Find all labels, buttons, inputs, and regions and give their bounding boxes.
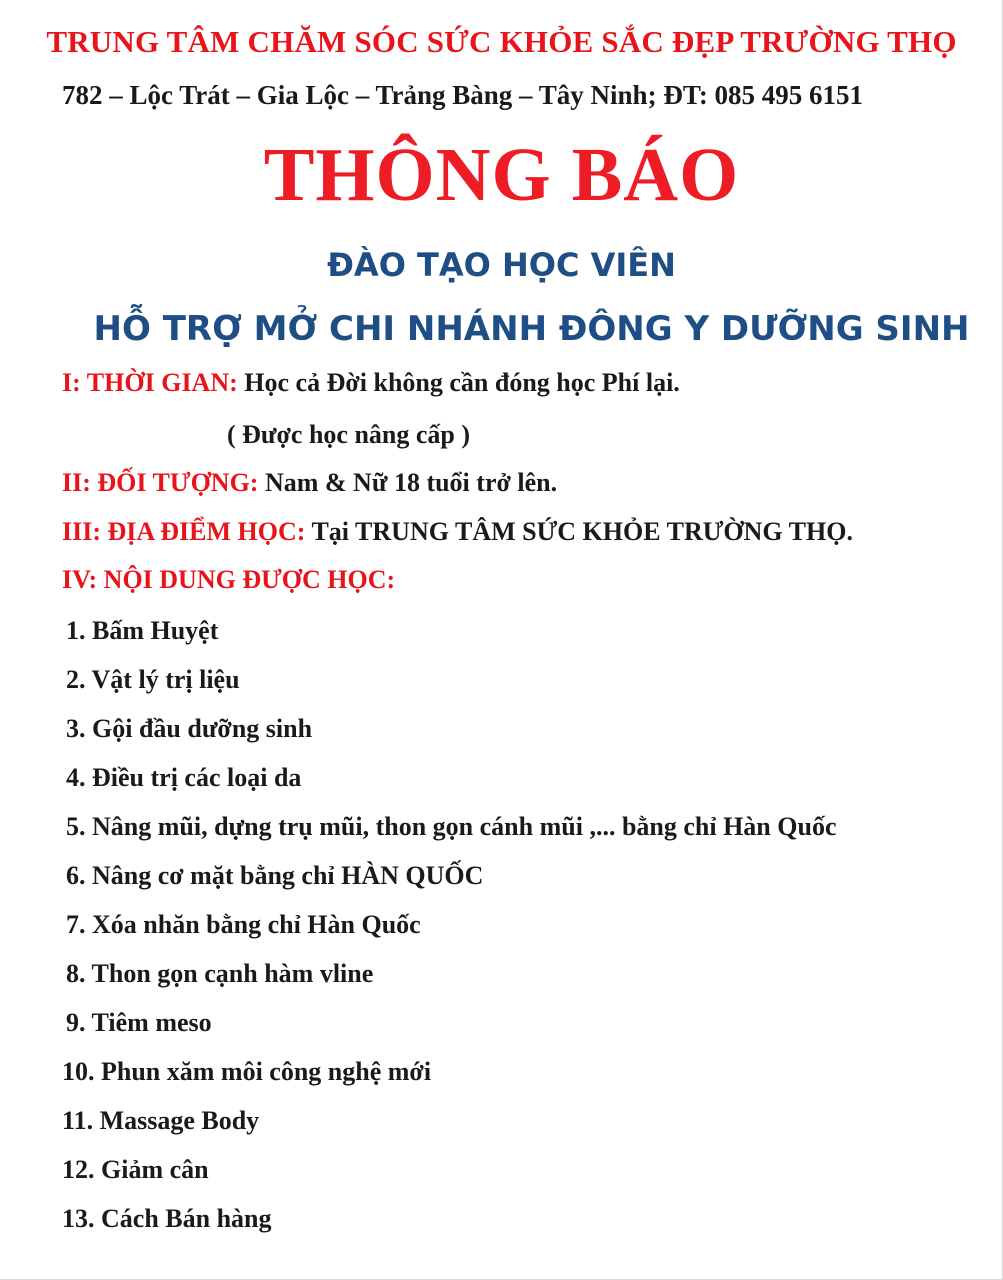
section-audience-label: II: ĐỐI TƯỢNG:: [62, 468, 259, 497]
list-item: 11. Massage Body: [62, 1106, 260, 1135]
section-time-value: Học cả Đời không cần đóng học Phí lại.: [237, 368, 680, 397]
center-name: TRUNG TÂM CHĂM SÓC SỨC KHỎE SẮC ĐẸP TRƯỜNG THỌ: [46, 24, 957, 59]
section-content-label: IV: NỘI DUNG ĐƯỢC HỌC:: [62, 565, 396, 594]
list-item: 9. Tiêm meso: [66, 1008, 212, 1037]
content-list: [0, 610, 1003, 1250]
subtitle-branch-support: HỖ TRỢ MỞ CHI NHÁNH ĐÔNG Y DƯỠNG SINH: [93, 309, 970, 349]
list-item: 8. Thon gọn cạnh hàm vline: [66, 959, 374, 988]
list-item: 13. Cách Bán hàng: [62, 1204, 272, 1233]
list-item: 5. Nâng mũi, dựng trụ mũi, thon gọn cánh mũi ,... bằng chỉ Hàn Quốc: [66, 812, 837, 841]
subtitle-training: ĐÀO TẠO HỌC VIÊN: [327, 246, 676, 284]
list-item: 4. Điều trị các loại da: [66, 763, 302, 792]
section-location-value: Tại TRUNG TÂM SỨC KHỎE TRƯỜNG THỌ.: [305, 517, 853, 546]
section-location-label: III: ĐỊA ĐIỂM HỌC:: [62, 517, 306, 546]
list-item: 7. Xóa nhăn bằng chỉ Hàn Quốc: [66, 910, 421, 939]
section-time: [62, 368, 680, 398]
section-time-label: I: THỜI GIAN:: [62, 368, 238, 397]
section-content: [62, 565, 395, 595]
notice-title: THÔNG BÁO: [263, 133, 740, 217]
list-item: 6. Nâng cơ mặt bằng chỉ HÀN QUỐC: [66, 861, 484, 890]
list-item: 3. Gội đầu dưỡng sinh: [66, 714, 313, 743]
list-item: 2. Vật lý trị liệu: [66, 665, 240, 694]
section-audience: [62, 468, 557, 498]
address-line: 782 – Lộc Trát – Gia Lộc – Trảng Bàng – Tây Ninh; ĐT: 085 495 6151: [62, 80, 864, 110]
list-item: 1. Bấm Huyệt: [66, 616, 219, 645]
section-audience-value: Nam & Nữ 18 tuổi trở lên.: [258, 468, 558, 497]
list-item: 12. Giảm cân: [62, 1155, 209, 1184]
section-location: [62, 517, 853, 547]
list-item: 10. Phun xăm môi công nghệ mới: [62, 1057, 432, 1086]
section-time-note: ( Được học nâng cấp ): [227, 420, 471, 449]
